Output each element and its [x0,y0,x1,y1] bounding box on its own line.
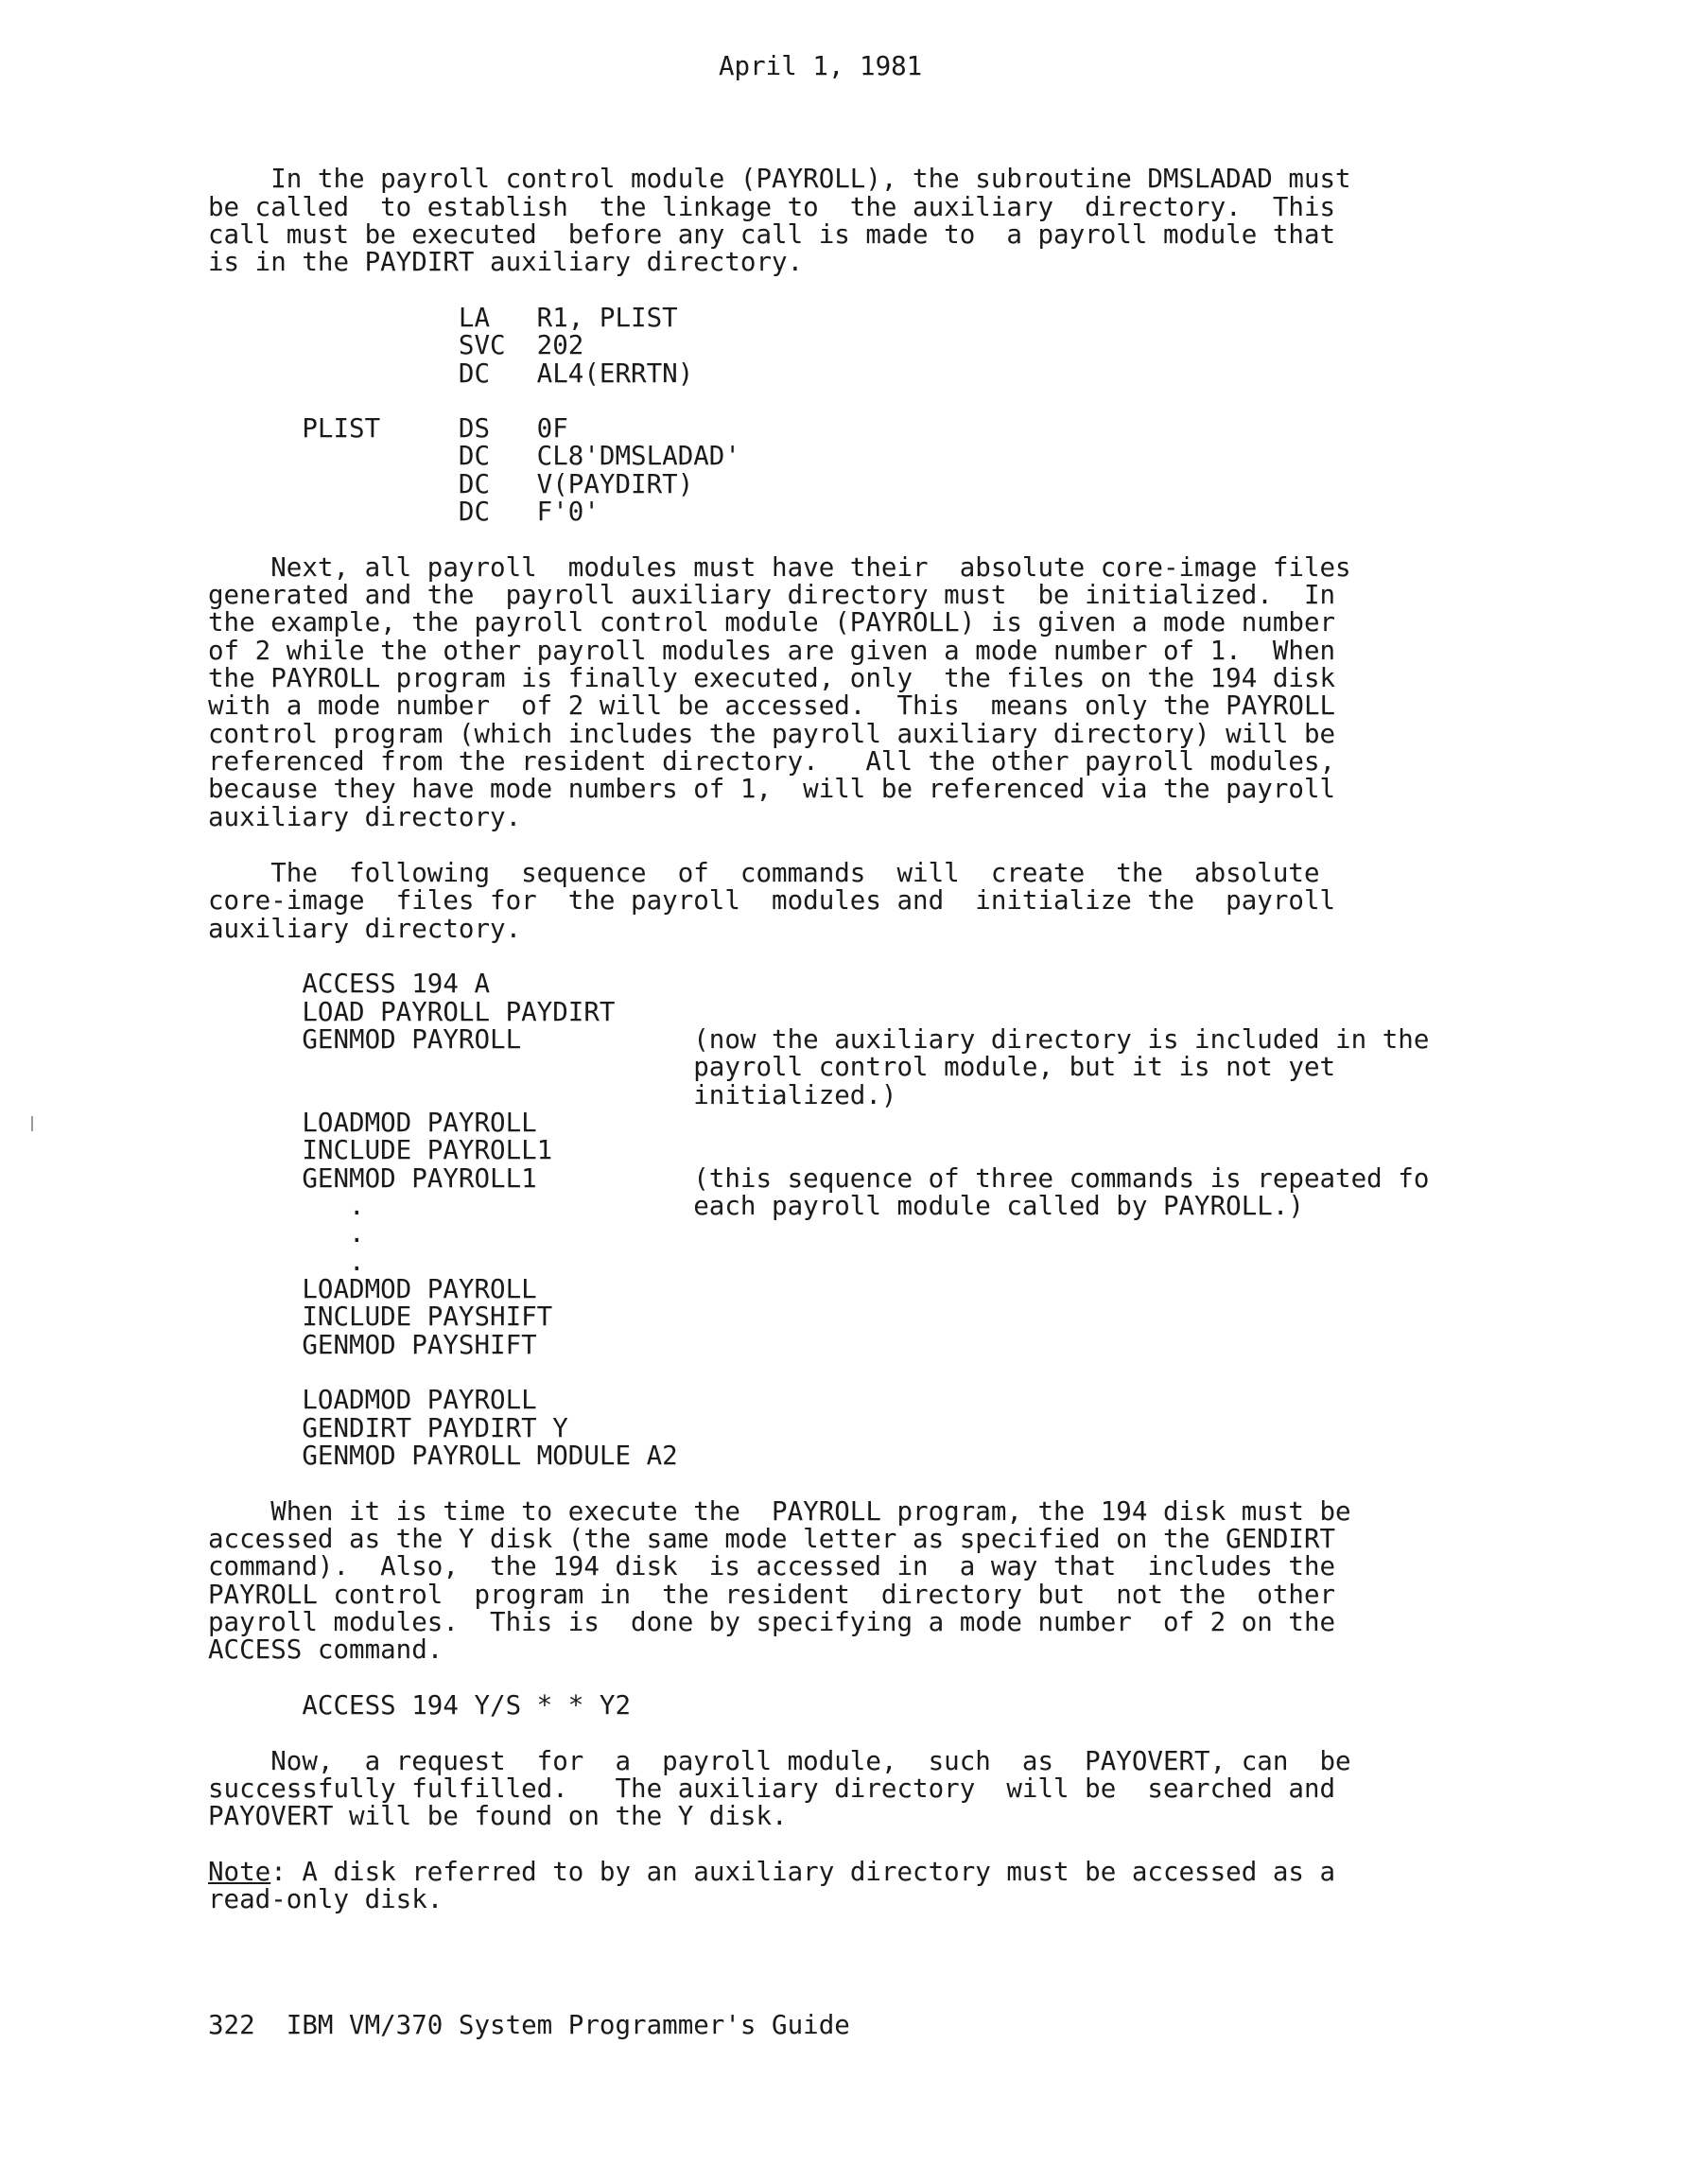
page-date-header: April 1, 1981 [719,51,923,81]
code-1-line-6: DC CL8'DMSLADAD' [208,441,740,471]
page-footer: 322 IBM VM/370 System Programmer's Guide [208,2010,850,2040]
code-2-line-10: . [208,1218,365,1249]
paragraph-2-line-1: Next, all payroll modules must have their absolute core-image files [208,552,1351,583]
paragraph-2-line-9: because they have mode numbers of 1, will be referenced via the payroll [208,774,1336,804]
paragraph-2-line-3: the example, the payroll control module (PAYROLL) is given a mode number [208,607,1336,638]
paragraph-5-line-1: Now, a request for a payroll module, such as PAYOVERT, can be [208,1746,1351,1776]
note-text: : A disk referred to by an auxiliary directory must be accessed as a [270,1857,1336,1887]
code-2-line-17: GENDIRT PAYDIRT Y [208,1413,568,1443]
paragraph-2-line-2: generated and the payroll auxiliary directory must be initialized. In [208,580,1336,610]
paragraph-4-line-4: PAYROLL control program in the resident directory but not the other [208,1580,1336,1610]
code-2-line-2: LOAD PAYROLL PAYDIRT [208,997,616,1027]
code-2-line-12: LOADMOD PAYROLL [208,1274,537,1304]
paragraph-3-line-1: The following sequence of commands will create the absolute [208,858,1320,888]
code-2-line-6: LOADMOD PAYROLL [208,1108,537,1138]
paragraph-4-line-2: accessed as the Y disk (the same mode letter as specified on the GENDIRT [208,1524,1336,1554]
code-2-line-16: LOADMOD PAYROLL [208,1385,537,1415]
paragraph-4-line-5: payroll modules. This is done by specifying a mode number of 2 on the [208,1607,1336,1637]
paragraph-3-line-3: auxiliary directory. [208,914,522,944]
paragraph-1-line-1: In the payroll control module (PAYROLL), the subroutine DMSLADAD must [208,164,1351,194]
margin-mark [31,1116,33,1131]
paragraph-5-line-3: PAYOVERT will be found on the Y disk. [208,1801,788,1831]
code-2-line-14: GENMOD PAYSHIFT [208,1330,537,1360]
code-3-line-1: ACCESS 194 Y/S * * Y2 [208,1690,632,1721]
code-1-line-3: DC AL4(ERRTN) [208,358,694,389]
code-1-line-7: DC V(PAYDIRT) [208,469,694,499]
code-2-line-8: GENMOD PAYROLL1 (this sequence of three commands is repeated fo [208,1163,1430,1194]
code-2-line-3: GENMOD PAYROLL (now the auxiliary directory is included in the [208,1024,1430,1055]
paragraph-2-line-6: with a mode number of 2 will be accessed. This means only the PAYROLL [208,690,1336,721]
note-line-1 [208,1859,1335,1887]
code-1-line-2: SVC 202 [208,330,584,360]
paragraph-2-line-10: auxiliary directory. [208,802,522,832]
paragraph-4-line-3: command). Also, the 194 disk is accessed in a way that includes the [208,1551,1336,1581]
paragraph-4-line-6: ACCESS command. [208,1634,443,1665]
paragraph-1-line-3: call must be executed before any call is made to a payroll module that [208,219,1336,250]
paragraph-2-line-8: referenced from the resident directory. All the other payroll modules, [208,746,1336,777]
paragraph-1-line-2: be called to establish the linkage to the auxiliary directory. This [208,192,1336,222]
code-2-line-5: initialized.) [208,1080,897,1110]
paragraph-2-line-5: the PAYROLL program is finally executed, only the files on the 194 disk [208,663,1336,693]
note-line-2: read-only disk. [208,1884,443,1914]
code-2-line-11: . [208,1247,365,1277]
note-label: Note [208,1857,271,1887]
paragraph-1-line-4: is in the PAYDIRT auxiliary directory. [208,247,804,277]
paragraph-2-line-7: control program (which includes the payroll auxiliary directory) will be [208,719,1336,749]
code-1-line-5: PLIST DS 0F [208,413,568,444]
code-2-line-1: ACCESS 194 A [208,969,491,999]
code-1-line-8: DC F'0' [208,497,600,527]
paragraph-4-line-1: When it is time to execute the PAYROLL program, the 194 disk must be [208,1496,1351,1527]
code-2-line-4: payroll control module, but it is not yet [208,1052,1336,1082]
code-2-line-18: GENMOD PAYROLL MODULE A2 [208,1441,678,1471]
code-2-line-9: . each payroll module called by PAYROLL.) [208,1191,1304,1221]
code-1-line-1: LA R1, PLIST [208,303,678,333]
code-2-line-13: INCLUDE PAYSHIFT [208,1302,553,1332]
code-2-line-7: INCLUDE PAYROLL1 [208,1135,553,1165]
paragraph-5-line-2: successfully fulfilled. The auxiliary directory will be searched and [208,1773,1336,1804]
paragraph-3-line-2: core-image files for the payroll modules and initialize the payroll [208,885,1336,916]
paragraph-2-line-4: of 2 while the other payroll modules are given a mode number of 1. When [208,636,1336,666]
